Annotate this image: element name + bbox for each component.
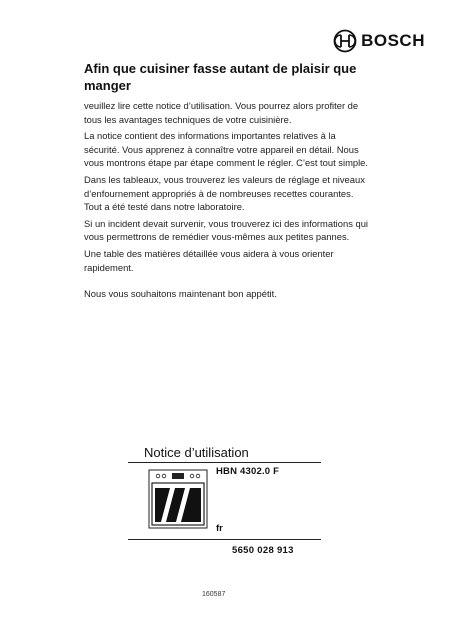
closing-text: Nous vous souhaitons maintenant bon appétit. xyxy=(84,288,277,300)
intro-paragraph: Dans les tableaux, vous trouverez les valeurs de réglage et niveaux d’enfournement appropriés à de nombreuses recettes courantes. Tout a été testé dans notre laboratoire. xyxy=(84,173,365,213)
bosch-armature-icon xyxy=(333,29,357,53)
divider xyxy=(128,539,321,540)
headline: Afin que cuisiner fasse autant de plaisir que manger xyxy=(84,61,357,93)
notice-title: Notice d’utilisation xyxy=(144,445,249,460)
bosch-logo xyxy=(333,29,425,53)
intro-paragraph: veuillez lire cette notice d’utilisation. Vous pourrez alors profiter de tous les avantages techniques de votre cuisinière. xyxy=(84,100,359,125)
divider xyxy=(128,462,321,463)
document-number: 5650 028 913 xyxy=(232,545,294,556)
intro-paragraph: Une table des matières détaillée vous aidera à vous orienter rapidement. xyxy=(84,247,334,273)
language-code: fr xyxy=(216,523,223,534)
intro-paragraph: Si un incident devait survenir, vous trouverez ici des informations qui vous permettrons de remédier vous-mêmes aux petites pannes. xyxy=(84,217,368,243)
intro-section xyxy=(84,60,369,304)
model-number: HBN 4302.0 F xyxy=(216,466,280,477)
print-code: 160587 xyxy=(202,591,226,598)
intro-paragraph: La notice contient des informations importantes relatives à la sécurité. Vous apprenez à connaître votre appareil en détail. Nous vous montrons étape par étape comment le régler. C’est tout simple. xyxy=(84,130,368,169)
brand-name: BOSCH xyxy=(361,31,425,50)
oven-illustration xyxy=(148,469,208,529)
